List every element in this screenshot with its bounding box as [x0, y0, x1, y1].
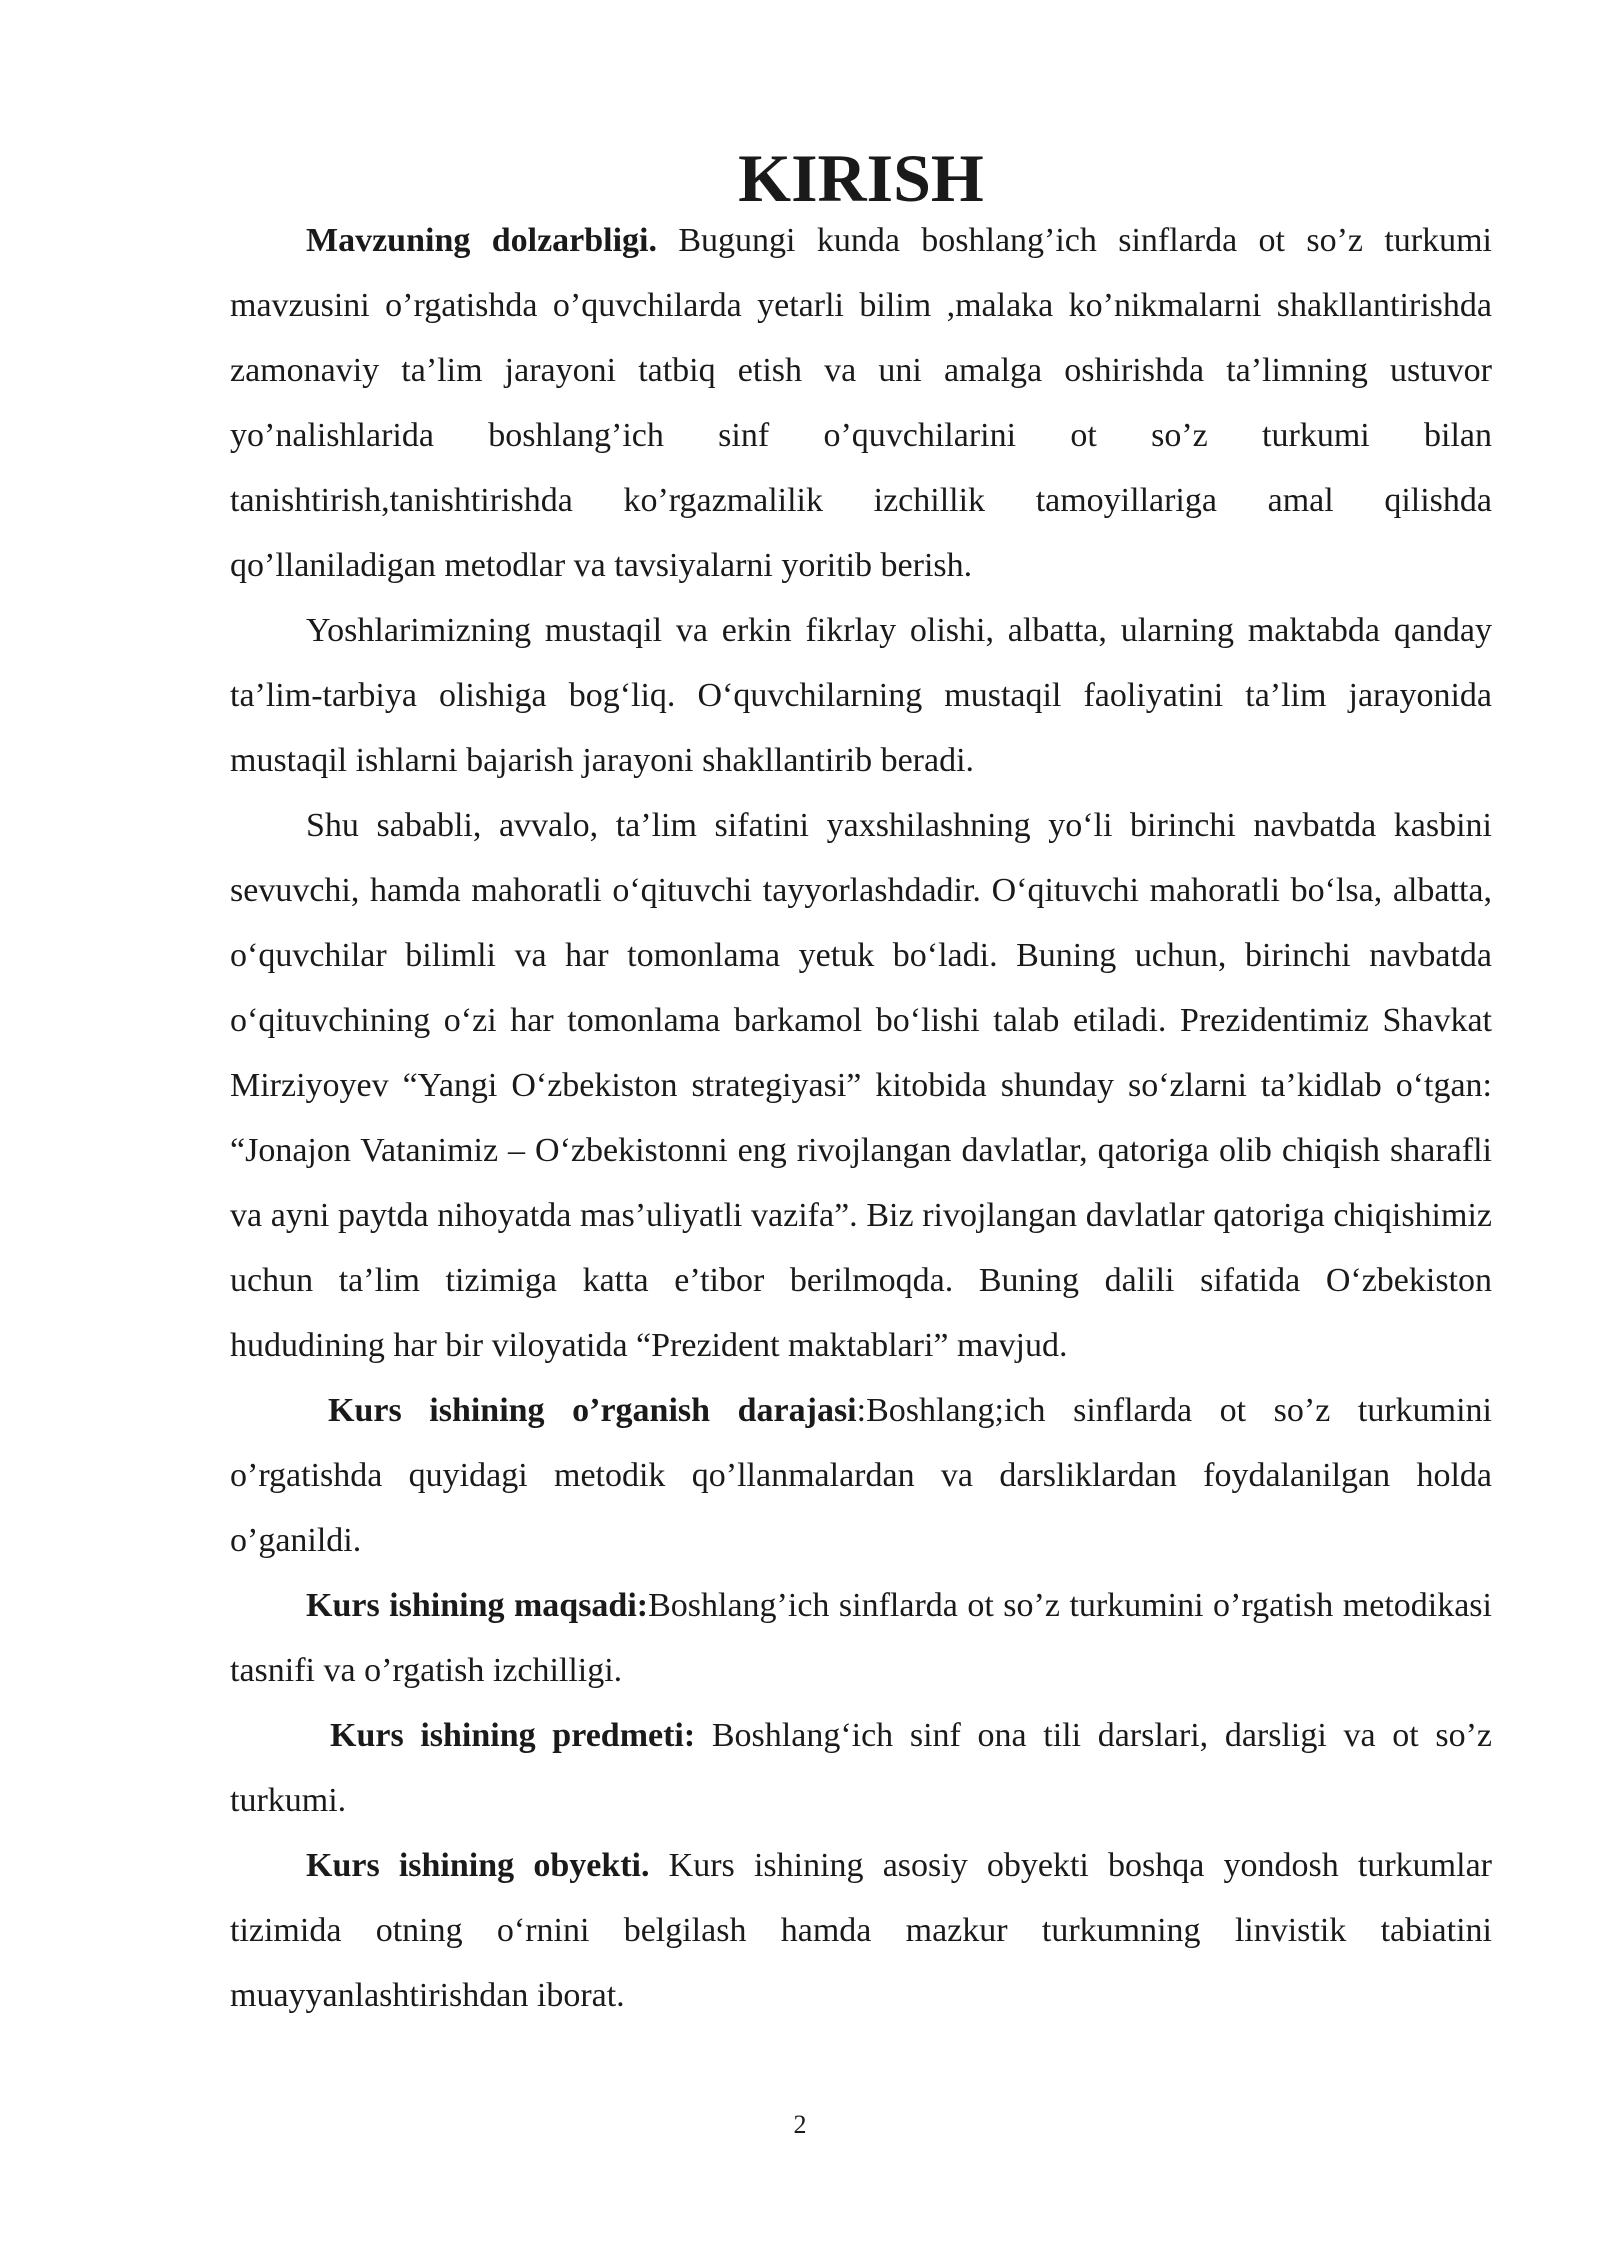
paragraph-text: Bugungi kunda boshlang’ich sinflarda ot so’z turkumi mavzusini o’rgatishda o’quvchilarda yetarli bilim ,malaka ko’nikmalarni shakllantirishda zamonaviy ta’lim jarayoni tatbiq etish va uni amalga oshirishda ta’limning ustuvor yo’nalishlarida boshlang’ich sinf o’quvchilarini ot so’z turkumi bilan tanishtirish,tanishtirishda ko’rgazmalilik izchillik tamoyillariga amal qilishda qo’llaniladigan metodlar va tavsiyalarni yoritib berish.	[230, 222, 1493, 584]
paragraph-text: :Boshlang;ich sinflarda ot so’z turkumini o’rgatishda quyidagi metodik qo’llanmalardan va darsliklardan foydalanilgan holda o’ganildi.	[230, 1392, 1492, 1559]
paragraph-study-level	[230, 1378, 1492, 1573]
paragraph-goal	[230, 1573, 1492, 1703]
paragraph-lead: Kurs ishining o’rganish darajasi	[328, 1392, 857, 1429]
paragraph-youth	[230, 598, 1492, 793]
paragraph-lead: Kurs ishining predmeti:	[330, 1717, 696, 1754]
paragraph-education-quality	[230, 793, 1492, 1378]
paragraph-lead: Kurs ishining obyekti.	[306, 1847, 650, 1884]
page-content	[230, 140, 1493, 2028]
paragraph-text: Kurs ishining asosiy obyekti boshqa yondosh turkumlar tizimida otning o‘rnini belgilash hamda mazkur turkumning linvistik tabiatini muayyanlashtirishdan iborat.	[230, 1847, 1492, 2014]
page-title: KIRISH	[738, 140, 984, 216]
paragraph-subject	[230, 1703, 1492, 1833]
paragraph-text: Yoshlarimizning mustaqil va erkin fikrlay olishi, albatta, ularning maktabda qanday ta’lim-tarbiya olishiga bog‘liq. O‘quvchilarning mustaqil faoliyatini ta’lim jarayonida mustaqil ishlarni bajarish jarayoni shakllantirib beradi.	[230, 612, 1492, 779]
paragraph-relevance	[230, 208, 1492, 598]
paragraph-text: Boshlang‘ich sinf ona tili darslari, darsligi va ot so’z turkumi.	[230, 1717, 1492, 1819]
paragraph-object	[230, 1833, 1492, 2028]
paragraph-text: Shu sababli, avvalo, ta’lim sifatini yaxshilashning yo‘li birinchi navbatda kasbini sevuvchi, hamda mahoratli o‘qituvchi tayyorlashdadir. O‘qituvchi mahoratli bo‘lsa, albatta, o‘quvchilar bilimli va har tomonlama yetuk bo‘ladi. Buning uchun, birinchi navbatda o‘qituvchining o‘zi har tomonlama barkamol bo‘lishi talab etiladi. Prezidentimiz Shavkat Mirziyoyev “Yangi O‘zbekiston strategiyasi” kitobida shunday so‘zlarni ta’kidlab o‘tgan: “Jonajon Vatanimiz – O‘zbekistonni eng rivojlangan davlatlar, qatoriga olib chiqish sharafli va ayni paytda nihoyatda mas’uliyatli vazifa”. Biz rivojlangan davlatlar qatoriga chiqishimiz uchun ta’lim tizimiga katta e’tibor berilmoqda. Buning dalili sifatida O‘zbekiston hududining har bir viloyatida “Prezident maktablari” mavjud.	[230, 807, 1492, 1364]
paragraph-lead: Mavzuning dolzarbligi.	[306, 222, 657, 259]
paragraph-text: Boshlang’ich sinflarda ot so’z turkumini o’rgatish metodikasi tasnifi va o’rgatish izchilligi.	[230, 1587, 1492, 1689]
page-number: 2	[793, 2110, 807, 2139]
paragraph-lead: Kurs ishining maqsadi:	[306, 1587, 649, 1624]
